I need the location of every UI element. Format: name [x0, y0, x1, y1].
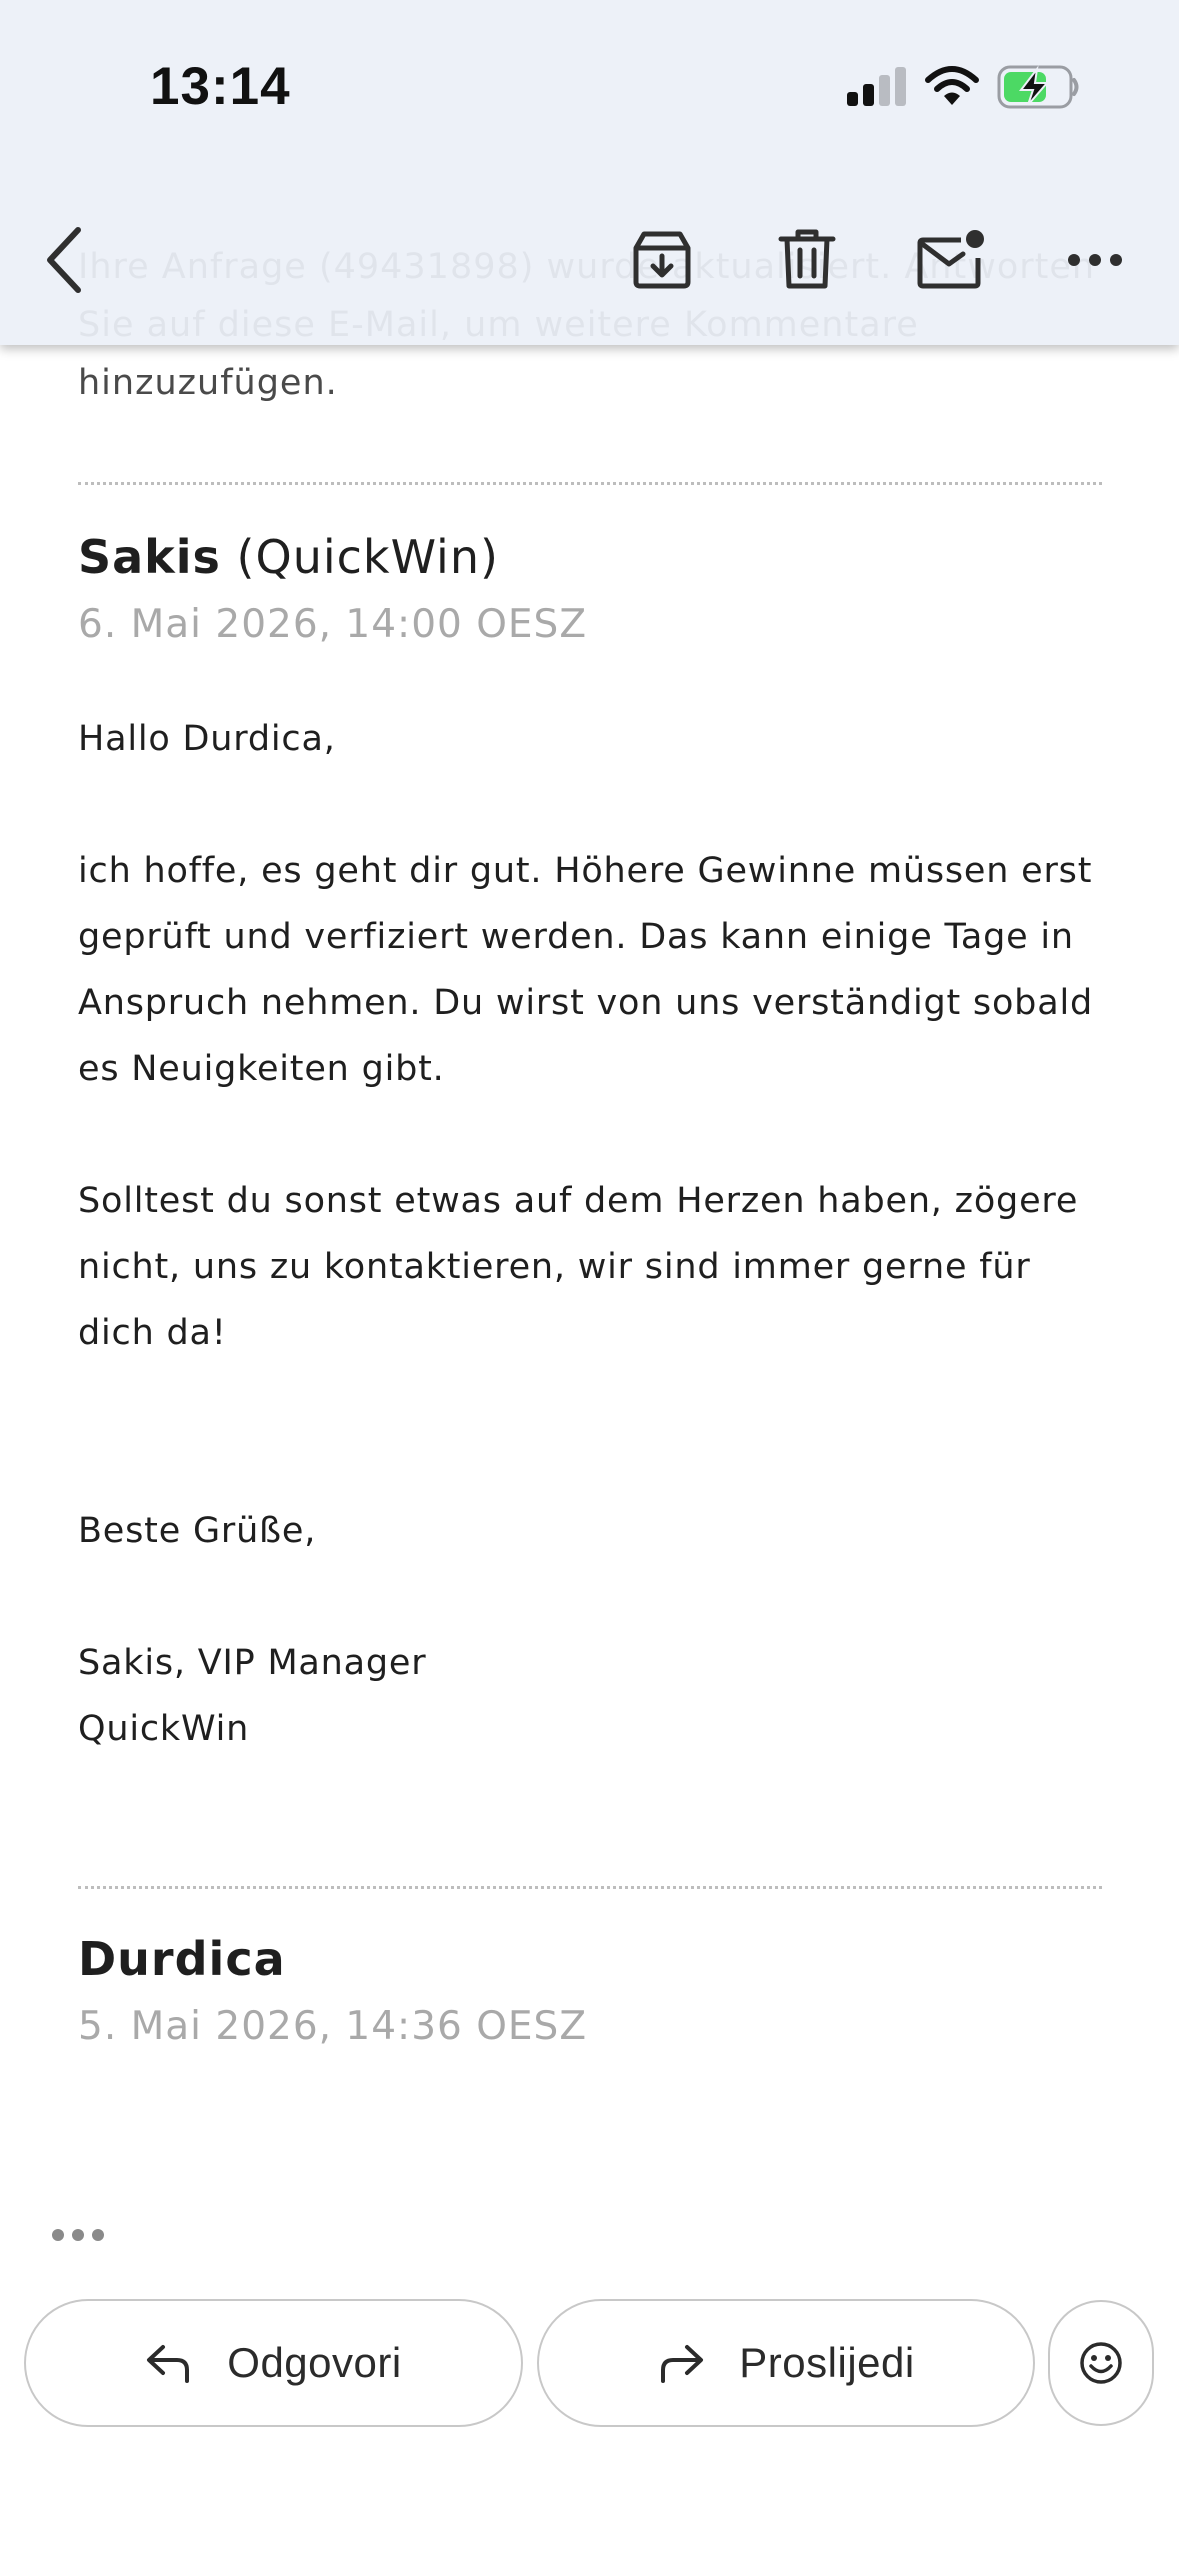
message-signature: QuickWin [78, 1709, 250, 1749]
battery-charging-icon [997, 64, 1081, 110]
message-date: 5. Mai 2026, 14:36 OESZ [78, 2004, 588, 2049]
cellular-signal-icon [845, 66, 907, 108]
archive-icon[interactable] [632, 230, 692, 290]
sender-name: Sakis [78, 530, 221, 584]
forward-label: Proslijedi [739, 2339, 915, 2386]
message-date: 6. Mai 2026, 14:00 OESZ [78, 602, 588, 647]
message-greeting: Hallo Durdica, [78, 719, 336, 759]
more-options-icon[interactable] [1066, 248, 1124, 272]
forward-arrow-icon [657, 2343, 705, 2383]
sender-org: (QuickWin) [236, 530, 499, 584]
smiley-icon [1078, 2340, 1124, 2386]
message-sender[interactable] [78, 1932, 286, 1986]
reply-button[interactable] [24, 2299, 523, 2427]
show-quoted-ellipsis-icon[interactable] [50, 2224, 106, 2246]
previous-message-snippet: hinzuzufügen. [78, 363, 338, 403]
trash-icon[interactable] [777, 228, 837, 290]
message-paragraph: Solltest du sonst etwas auf dem Herzen haben, zögere nicht, uns zu kontaktieren, wir sind immer gerne für dich da! [78, 1181, 1079, 1353]
message-closing: Beste Grüße, [78, 1511, 317, 1551]
forward-button[interactable] [537, 2299, 1035, 2427]
message-sender [78, 530, 499, 584]
message-signature: Sakis, VIP Manager [78, 1643, 427, 1683]
status-time: 13:14 [150, 57, 291, 116]
wifi-icon [924, 64, 980, 108]
message-divider [78, 482, 1102, 485]
reply-arrow-icon [145, 2343, 193, 2383]
back-icon[interactable] [40, 222, 90, 298]
reply-label: Odgovori [227, 2339, 402, 2386]
sender-name: Durdica [78, 1932, 286, 1986]
message-paragraph: ich hoffe, es geht dir gut. Höhere Gewinne müssen erst geprüft und verfiziert werden. Das kann einige Tage in Anspruch nehmen. Du wirst von uns verständigt sobald es Neuigkeiten gibt. [78, 851, 1093, 1089]
mark-unread-icon[interactable] [917, 228, 987, 290]
top-header [0, 0, 1179, 345]
emoji-reaction-button[interactable] [1048, 2300, 1154, 2426]
message-divider [78, 1886, 1102, 1889]
